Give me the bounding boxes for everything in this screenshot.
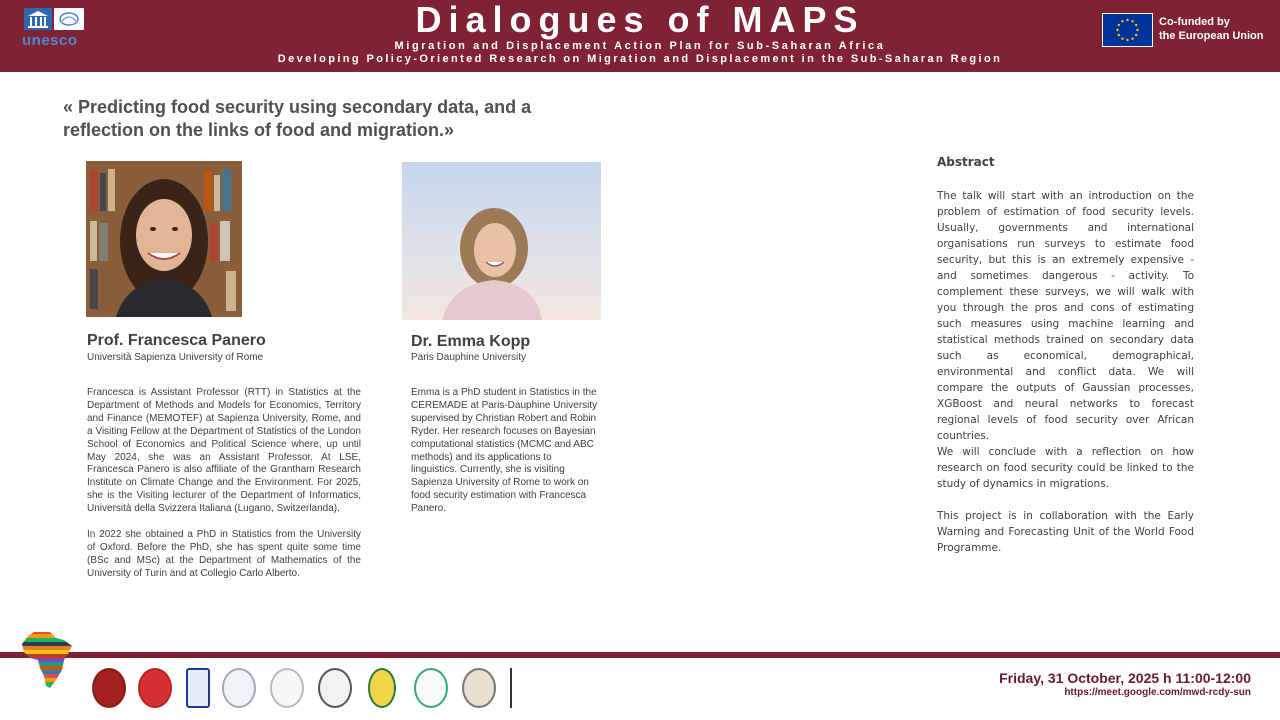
speaker-affiliation-kopp: Paris Dauphine University [411,352,527,363]
university-seal-icon [270,668,304,708]
university-seal-icon [462,668,496,708]
abstract-paragraph: This project is in collaboration with the Early Warning and Forecasting Unit of the World Food Programme. [937,510,1194,554]
speaker-name-kopp: Dr. Emma Kopp [411,333,531,350]
eu-label-line-1: Co-funded by [1159,16,1230,28]
header-banner [0,0,1280,72]
event-title: Dialogues of MAPS [415,0,865,40]
event-subtitle-2: Developing Policy-Oriented Research on Migration and Displacement in the Sub-Saharan Region [277,53,1003,65]
africa-map-icon [20,630,76,690]
university-seal-icon [414,668,448,708]
speaker-photo-panero [86,161,242,317]
bio-paragraph: Francesca is Assistant Professor (RTT) in Statistics at the Department of Methods and Models for Economics, Territory and Finance (MEMOTEF) at Sapienza University, Rome, and a Visiting Fellow at the Department of Statistics of the London School of Economics and Political Science where, up until May 2024, she was an Assistant Professor. At LSE, Francesca Panero is also affiliate of the Grantham Research Institute on Climate Change and the Environment. For 2025, she is the Visiting lecturer of the Department of Informatics, Università della Svizzera Italiana (Lugano, Switzerlanda). [87,387,361,515]
footer-divider [0,652,1280,658]
event-date: Friday, 31 October, 2025 h 11:00-12:00 [999,670,1251,686]
abstract-paragraph: We will conclude with a reflection on how research on food security could be linked to the study of dynamics in migrations. [937,446,1194,490]
eu-label-line-2: the European Union [1159,30,1264,42]
university-seal-icon [92,668,126,708]
speaker-affiliation-panero: Università Sapienza University of Rome [87,352,264,363]
university-emblem-icon [510,668,530,708]
abstract-paragraph: The talk will start with an introduction on the problem of estimation of food security levels. Usually, governments and international organisations run surveys to estimate food security, but this is an extremely expensive - and sometimes dangerous - activity. To complement these surveys, we will walk with you through the pros and cons of estimating such measures using machine learning and statistical methods trained on secondary data such as economical, demographical, environmental and conflict data. We will compare the outputs of Gaussian processes, XGBoost and neural networks to forecast regional levels of food security over African countries. [937,190,1194,442]
university-seal-icon [318,668,352,708]
talk-title: « Predicting food security using secondary data, and a reflection on the links of food and migration.» [63,97,532,140]
speaker-photo-kopp [402,162,601,320]
abstract-heading: Abstract [937,155,995,169]
speaker-bio-panero [87,387,361,581]
event-subtitle-1: Migration and Displacement Action Plan for Sub-Saharan Africa [394,40,886,52]
eu-cofunded-label [1159,15,1279,43]
university-seal-icon [368,668,396,708]
abstract-body [937,188,1194,556]
university-seal-icon [138,668,172,708]
unesco-wordmark: unesco [22,32,78,49]
meeting-link[interactable]: https://meet.google.com/mwd-rcdy-sun [1064,687,1251,698]
speaker-name-panero: Prof. Francesca Panero [87,332,266,349]
bio-paragraph: In 2022 she obtained a PhD in Statistics from the University of Oxford. Before the PhD, she has spent quite some time (BSc and MSc) at the Department of Mathematics of the University of Turin and at Collegio Carlo Alberto. [87,529,361,579]
university-seal-icon [222,668,256,708]
university-shield-icon [186,668,210,708]
speaker-bio-kopp: Emma is a PhD student in Statistics in the CEREMADE at Paris-Dauphine University supervised by Christian Robert and Robin Ryder. Her research focuses on Bayesian computational statistics (MCMC and ABC methods) and its applications to linguistics. Currently, she is visiting Sapienza University of Rome to work on food security estimation with Francesca Panero. [411,387,598,515]
eu-flag-icon [1102,13,1153,47]
